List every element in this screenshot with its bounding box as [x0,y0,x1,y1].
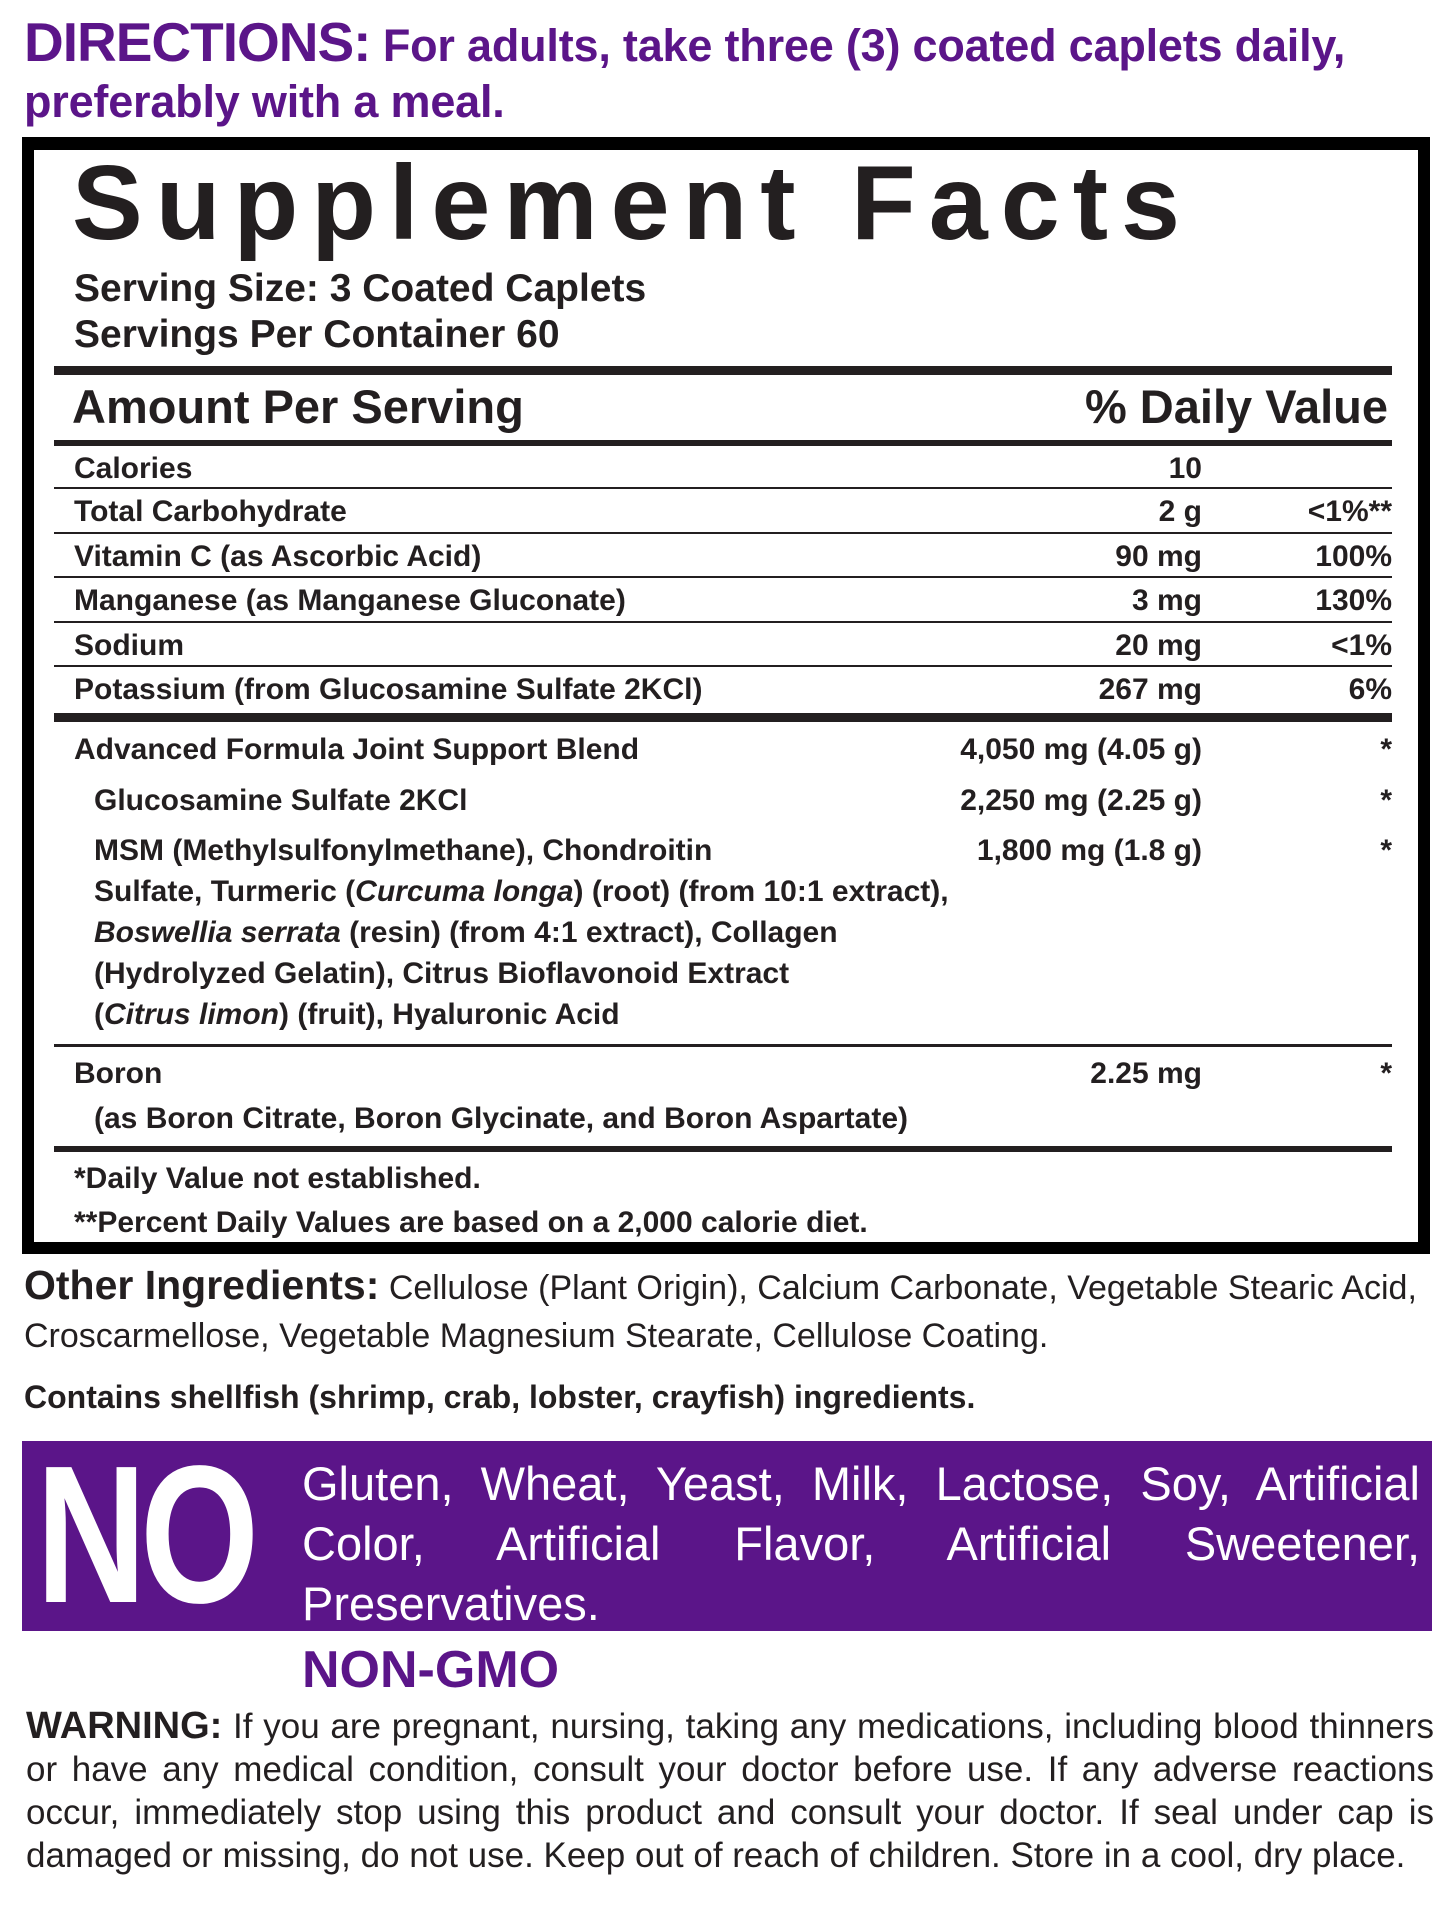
nutrient-amount: 2 g [1158,495,1202,528]
divider-medium [54,1146,1392,1152]
nutrient-amount: 90 mg [1115,540,1202,573]
blend-desc-text: ( [94,998,104,1031]
blend-item-amount: 2,250 mg (2.25 g) [960,784,1202,817]
nutrient-row [54,535,1392,579]
nutrient-name: Vitamin C (as Ascorbic Acid) [74,540,482,573]
nutrient-amount: 267 mg [1098,673,1202,706]
blend-item-row [54,780,1392,821]
boron-amount: 2.25 mg [1090,1057,1202,1090]
warning-label: WARNING: [26,1705,223,1747]
blend-item-name: Glucosamine Sulfate 2KCl [94,784,468,817]
facts-title: Supplement Facts [72,144,1193,262]
nutrient-name: Total Carbohydrate [74,495,347,528]
header-daily-value: % Daily Value [1084,380,1388,433]
footnote-dv-not-established: *Daily Value not established. [74,1162,481,1195]
blend-desc-text: ) (fruit), Hyaluronic Acid [279,998,620,1031]
nutrient-dv: 130% [1315,584,1392,617]
blend-desc-text: (resin) (from 4:1 extract), Collagen [340,916,838,949]
nutrient-name: Sodium [74,629,184,662]
divider-thin [54,621,1392,623]
warning [26,1705,1434,1877]
blend-row [54,729,1392,770]
directions-label: DIRECTIONS: [24,11,371,73]
other-ingredients [24,1261,1434,1360]
divider-thick [54,713,1392,722]
directions [24,11,1434,130]
divider-thin [54,532,1392,534]
divider-thin [54,487,1392,489]
nutrient-amount: 3 mg [1131,584,1202,617]
nutrient-row [54,579,1392,623]
nutrient-name: Manganese (as Manganese Gluconate) [74,584,626,617]
other-ingredients-label: Other Ingredients: [24,1262,380,1308]
blend-desc-latin: Boswellia serrata [94,916,341,949]
other-ingredients-text: Cellulose (Plant Origin), Calcium Carbonate, Vegetable Stearic Acid, Croscarmellose, Vegetable Magnesium Stearate, Cellulose Coating. [24,1269,1417,1355]
divider-thin [54,665,1392,667]
servings-per-container: Servings Per Container 60 [74,313,560,356]
blend-desc-text: Sulfate, Turmeric ( [94,875,356,908]
free-from-no-label: NO [36,1425,253,1644]
divider-thick [54,366,1392,375]
blend-item-row [54,830,1392,871]
boron-dv: * [1380,1057,1392,1090]
boron-source: (as Boron Citrate, Boron Glycinate, and Boron Aspartate) [94,1102,908,1135]
blend-item-dv: * [1380,784,1392,817]
blend-item-amount: 1,800 mg (1.8 g) [976,834,1202,867]
blend-item-name: MSM (Methylsulfonylmethane), Chondroitin [94,834,713,867]
blend-description [94,871,1094,1035]
warning-text: If you are pregnant, nursing, taking any medications, including blood thinners or have any medical condition, consult your doctor before use. If any adverse reactions occur, immediately stop using this product and consult your doctor. If seal under cap is damaged or missing, do not use. Keep out of reach of children. Store in a cool, dry place. [26,1707,1434,1875]
nutrient-row [54,447,1392,491]
divider-medium [54,440,1392,446]
blend-amount: 4,050 mg (4.05 g) [960,733,1202,766]
nutrient-row [54,668,1392,712]
nutrient-dv: 100% [1315,540,1392,573]
boron-name: Boron [74,1057,163,1090]
nutrient-amount: 10 [1168,452,1202,485]
nutrient-row [54,490,1392,534]
blend-desc-latin: Curcuma longa [355,875,574,908]
free-from-list: Gluten, Wheat, Yeast, Milk, Lactose, Soy, Artificial Color, Artificial Flavor, Artificial Sweetener, Preservatives. [302,1457,1420,1630]
blend-desc-text: ) (root) (from 10:1 extract), [573,875,949,908]
divider-thin [54,576,1392,578]
directions-text: For adults, take three (3) coated caplets daily, preferably with a meal. [24,20,1346,127]
non-gmo-badge: NON-GMO [302,1641,560,1699]
nutrient-name: Potassium (from Glucosamine Sulfate 2KCl) [74,673,703,706]
nutrient-dv: 6% [1348,673,1392,706]
header-amount-per-serving: Amount Per Serving [72,380,524,433]
blend-dv: * [1380,733,1392,766]
blend-desc-latin: Citrus limon [104,998,280,1031]
footnotes [74,1157,868,1245]
nutrient-amount: 20 mg [1115,629,1202,662]
nutrient-dv: <1%** [1307,495,1392,528]
divider-thin [54,1044,1392,1047]
serving-size: Serving Size: 3 Coated Caplets [74,267,647,310]
boron-source-row [54,1098,1392,1142]
blend-desc-text: (Hydrolyzed Gelatin), Citrus Bioflavonoid Extract [94,957,790,990]
nutrient-name: Calories [74,452,193,485]
nutrient-dv: <1% [1331,629,1392,662]
boron-row [54,1053,1392,1097]
blend-item-dv: * [1380,834,1392,867]
allergen-statement: Contains shellfish (shrimp, crab, lobster, crayfish) ingredients. [24,1379,976,1415]
footnote-percent-dv: **Percent Daily Values are based on a 2,000 calorie diet. [74,1206,868,1239]
nutrient-row [54,624,1392,668]
blend-name: Advanced Formula Joint Support Blend [74,733,640,766]
